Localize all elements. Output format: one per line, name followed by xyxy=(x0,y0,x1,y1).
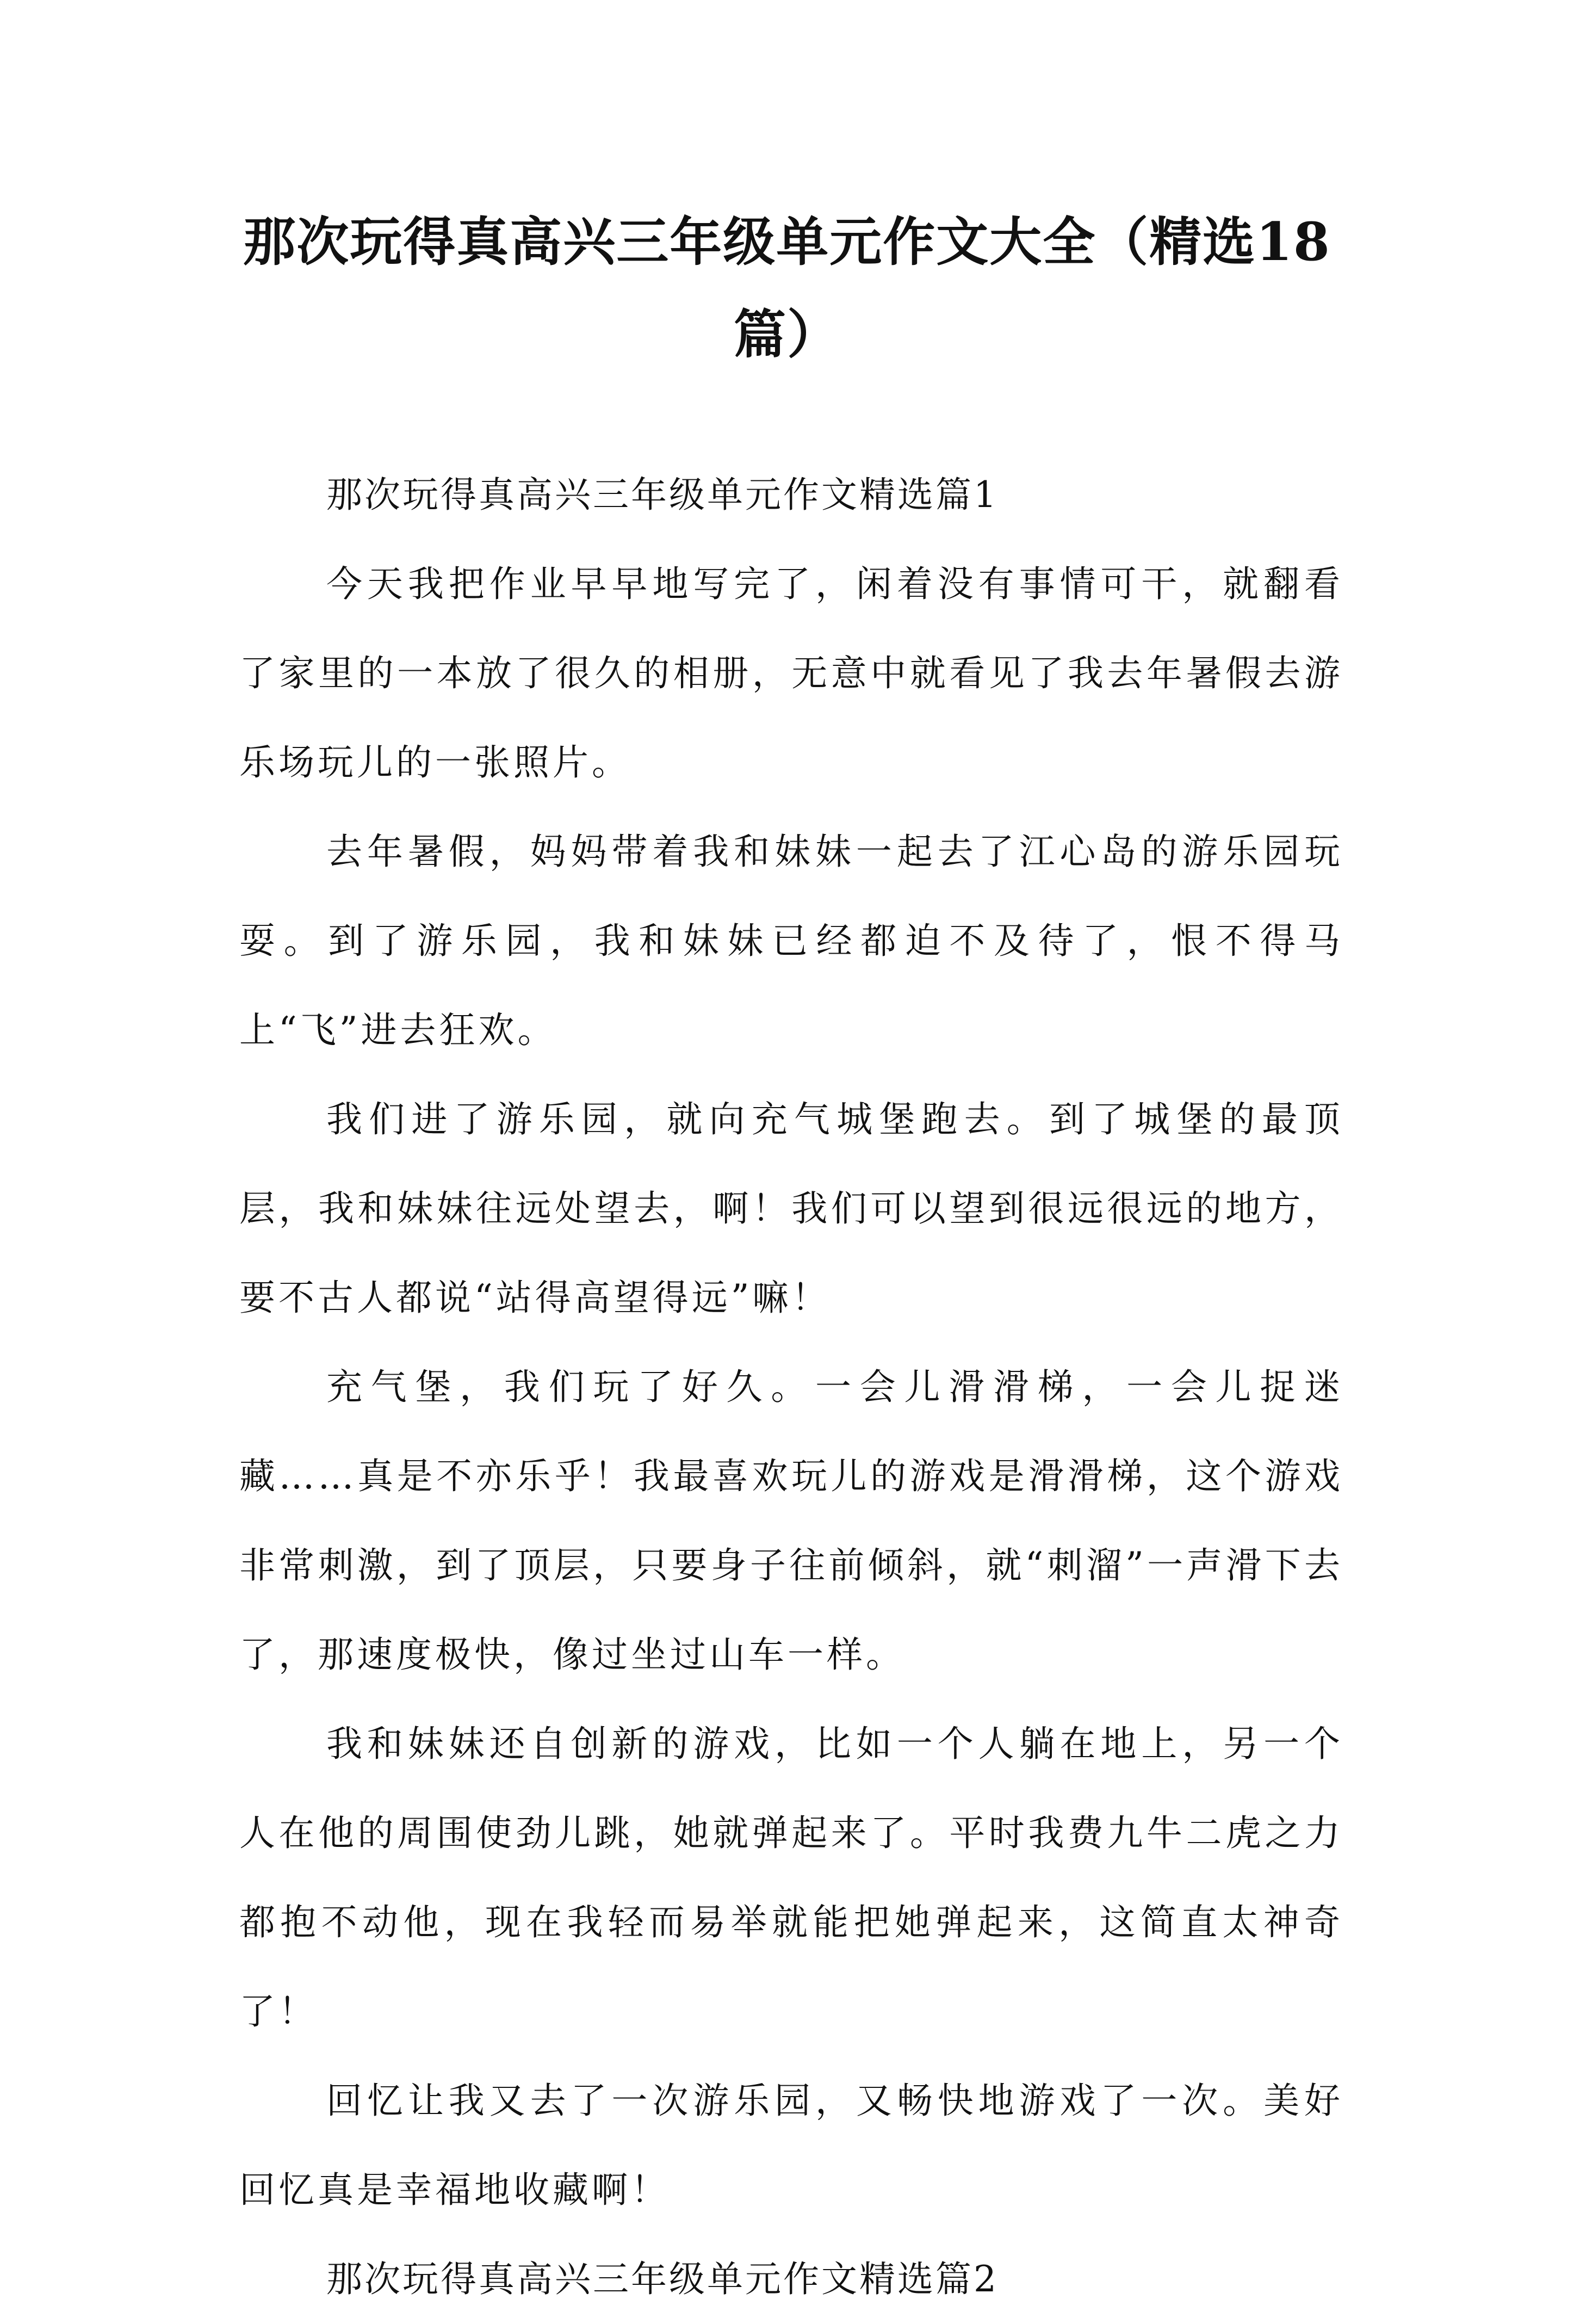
paragraph-6: 回忆让我又去了一次游乐园，又畅快地游戏了一次。美好回忆真是幸福地收藏啊！ xyxy=(239,2080,1343,2211)
paragraph-3: 我们进了游乐园，就向充气城堡跑去。到了城堡的最顶层，我和妹妹往远处望去，啊！我们可以望到很远很远的地方，要不古人都说“站得高望得远”嘛！ xyxy=(239,1098,1343,1319)
paragraph-1: 今天我把作业早早地写完了，闲着没有事情可干，就翻看了家里的一本放了很久的相册，无意中就看见了我去年暑假去游乐场玩儿的一张照片。 xyxy=(239,563,1343,783)
paragraph-5: 我和妹妹还自创新的游戏，比如一个人躺在地上，另一个人在他的周围使劲儿跳，她就弹起来了。平时我费九牛二虎之力都抱不动他，现在我轻而易举就能把她弹起来，这简直太神奇了！ xyxy=(239,1723,1343,2032)
paragraph-4: 充气堡，我们玩了好久。一会儿滑滑梯，一会儿捉迷藏……真是不亦乐乎！我最喜欢玩儿的游戏是滑滑梯，这个游戏非常刺激，到了顶层，只要身子往前倾斜，就“刺溜”一声滑下去了，那速度极快，像过坐过山车一样。 xyxy=(239,1366,1343,1676)
document-title: 那次玩得真高兴三年级单元作文大全（精选18篇） xyxy=(243,211,1331,365)
paragraph-2: 去年暑假，妈妈带着我和妹妹一起去了江心岛的游乐园玩耍。到了游乐园，我和妹妹已经都迫不及待了，恨不得马上“飞”进去狂欢。 xyxy=(239,831,1343,1051)
section-heading-2: 那次玩得真高兴三年级单元作文精选篇2 xyxy=(326,2258,999,2300)
document-body xyxy=(239,450,1343,2324)
section-heading-1: 那次玩得真高兴三年级单元作文精选篇1 xyxy=(326,474,999,516)
